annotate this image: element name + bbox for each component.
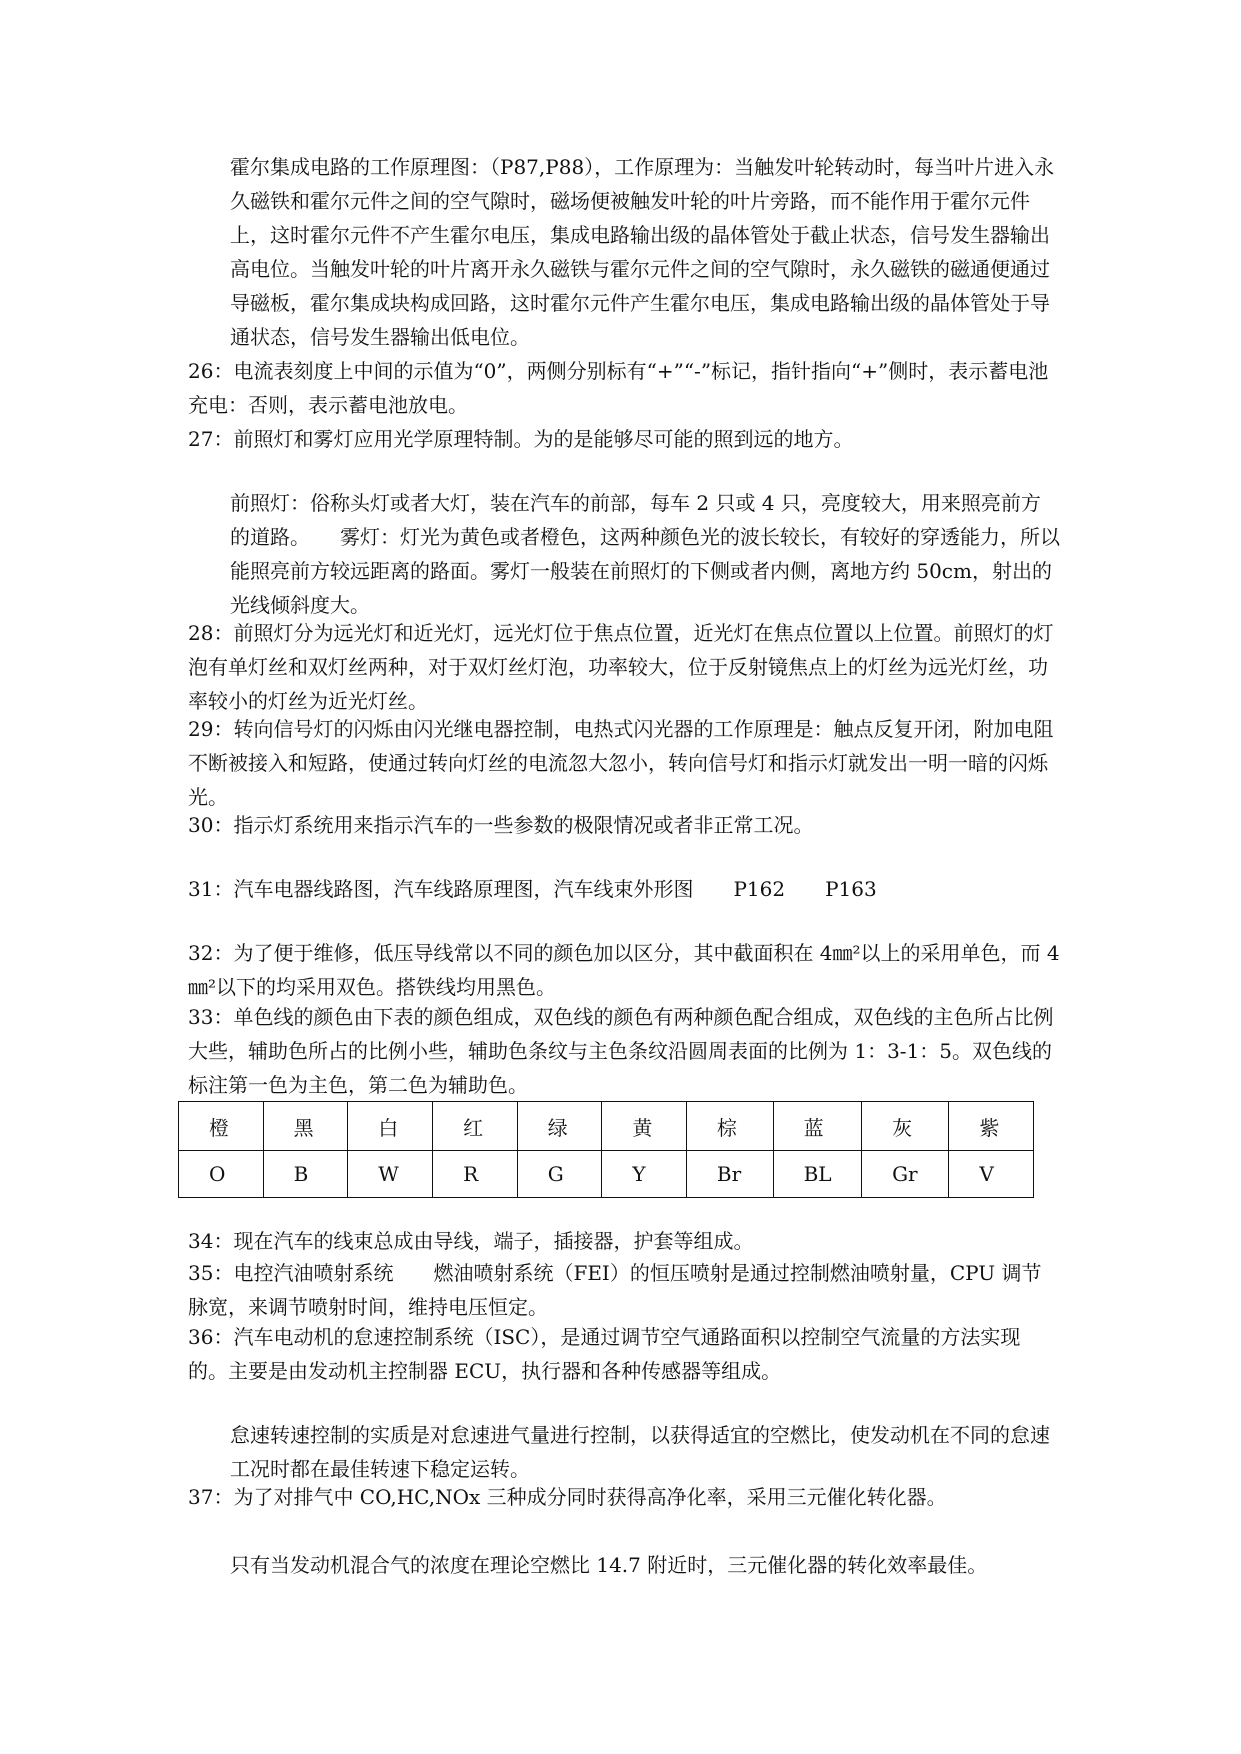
- idle-paragraph: 怠速转速控制的实质是对怠速进气量进行控制，以获得适宜的空燃比，使发动机在不同的怠速工况时都在最佳转速下稳定运转。: [230, 1423, 1050, 1481]
- item-30: [188, 808, 1060, 842]
- item-33: [188, 1000, 1060, 1102]
- table-cell: 红: [433, 1102, 518, 1151]
- table-cell: 绿: [517, 1102, 602, 1151]
- item-number: 28：: [188, 621, 234, 645]
- table-cell: O: [179, 1151, 264, 1198]
- table-cell: 蓝: [773, 1102, 861, 1151]
- item-text: 为了便于维修，低压导线常以不同的颜色加以区分，其中截面积在 4㎜²以上的采用单色，而 4㎜²以下的均采用双色。搭铁线均用黑色。: [188, 941, 1060, 999]
- catalyst-paragraph: 只有当发动机混合气的浓度在理论空燃比 14.7 附近时，三元催化器的转化效率最佳。: [230, 1553, 988, 1577]
- table-cell: Br: [686, 1151, 773, 1198]
- color-name-row: [179, 1102, 1034, 1151]
- item-32: [188, 936, 1060, 1004]
- item-text: 前照灯和雾灯应用光学原理特制。为的是能够尽可能的照到远的地方。: [233, 427, 854, 451]
- item-31: [188, 872, 1060, 906]
- table-cell: BL: [773, 1151, 861, 1198]
- item-number: 33：: [188, 1005, 234, 1029]
- table-cell: V: [949, 1151, 1034, 1198]
- table-cell: 灰: [862, 1102, 949, 1151]
- item-text: 指示灯系统用来指示汽车的一些参数的极限情况或者非正常工况。: [233, 813, 814, 837]
- hall-paragraph: 霍尔集成电路的工作原理图：（P87,P88），工作原理为：当触发叶轮转动时，每当叶片进入永久磁铁和霍尔元件之间的空气隙时，磁场便被触发叶轮的叶片旁路，而不能作用于霍尔元件上，这时霍尔元件不产生霍尔电压，集成电路输出级的晶体管处于截止状态，信号发生器输出高电位。当触发叶轮的叶片离开永久磁铁与霍尔元件之间的空气隙时，永久磁铁的磁通便通过导磁板，霍尔集成块构成回路，这时霍尔元件产生霍尔电压，集成电路输出级的晶体管处于导通状态，信号发生器输出低电位。: [230, 155, 1055, 349]
- item-text: 电控汽油喷射系统 燃油喷射系统（FEI）的恒压喷射是通过控制燃油喷射量，CPU 调节脉宽，来调节喷射时间，维持电压恒定。: [188, 1261, 1042, 1319]
- item-number: 30：: [188, 813, 234, 837]
- item-number: 31：: [188, 877, 234, 901]
- item-number: 27：: [188, 427, 234, 451]
- table-cell: G: [517, 1151, 602, 1198]
- item-number: 26：: [188, 359, 234, 383]
- item-36: [188, 1320, 1060, 1388]
- table-cell: 白: [348, 1102, 433, 1151]
- table-cell: W: [348, 1151, 433, 1198]
- table-cell: Gr: [862, 1151, 949, 1198]
- item-text: 单色线的颜色由下表的颜色组成，双色线的颜色有两种颜色配合组成，双色线的主色所占比例大些，辅助色所占的比例小些，辅助色条纹与主色条纹沿圆周表面的比例为 1：3-1：5。双色线的标注第一色为主色，第二色为辅助色。: [188, 1005, 1054, 1097]
- item-text: 现在汽车的线束总成由导线，端子，插接器，护套等组成。: [233, 1229, 754, 1253]
- table-cell: 黑: [263, 1102, 348, 1151]
- table-cell: 黄: [602, 1102, 687, 1151]
- item-35: [188, 1256, 1060, 1324]
- item-text: 为了对排气中 CO,HC,NOx 三种成分同时获得高净化率，采用三元催化转化器。: [233, 1485, 947, 1509]
- headlight-paragraph: 前照灯：俗称头灯或者大灯，装在汽车的前部，每车 2 只或 4 只，亮度较大，用来照亮前方的道路。 雾灯：灯光为黄色或者橙色，这两种颜色光的波长较长，有较好的穿透能力，所以能照亮前方较远距离的路面。雾灯一般装在前照灯的下侧或者内侧，离地方约 50cm，射出的光线倾斜度大。: [230, 491, 1060, 617]
- item-27: [188, 422, 1060, 456]
- item-text: 前照灯分为远光灯和近光灯，远光灯位于焦点位置，近光灯在焦点位置以上位置。前照灯的灯泡有单灯丝和双灯丝两种，对于双灯丝灯泡，功率较大，位于反射镜焦点上的灯丝为远光灯丝，功率较小的灯丝为近光灯丝。: [188, 621, 1054, 713]
- table-cell: B: [263, 1151, 348, 1198]
- item-28: [188, 616, 1060, 718]
- item-37: [188, 1480, 1060, 1514]
- table-cell: 紫: [949, 1102, 1034, 1151]
- item-number: 37：: [188, 1485, 234, 1509]
- item-number: 29：: [188, 717, 234, 741]
- item-text: 转向信号灯的闪烁由闪光继电器控制，电热式闪光器的工作原理是：触点反复开闭，附加电阻不断被接入和短路，使通过转向灯丝的电流忽大忽小，转向信号灯和指示灯就发出一明一暗的闪烁光。: [188, 717, 1054, 809]
- item-29: [188, 712, 1060, 814]
- table-cell: Y: [602, 1151, 687, 1198]
- wire-color-table: [178, 1101, 1034, 1198]
- item-text: 电流表刻度上中间的示值为“0”，两侧分别标有“+”“-”标记，指针指向“+”侧时，表示蓄电池充电：否则，表示蓄电池放电。: [188, 359, 1049, 417]
- table-cell: R: [433, 1151, 518, 1198]
- item-number: 32：: [188, 941, 234, 965]
- item-text: 汽车电动机的怠速控制系统（ISC），是通过调节空气通路面积以控制空气流量的方法实现的。主要是由发动机主控制器 ECU，执行器和各种传感器等组成。: [188, 1325, 1021, 1383]
- item-number: 34：: [188, 1229, 234, 1253]
- table-cell: 橙: [179, 1102, 264, 1151]
- table-cell: 棕: [686, 1102, 773, 1151]
- item-34: [188, 1224, 1060, 1258]
- item-text: 汽车电器线路图，汽车线路原理图，汽车线束外形图 P162 P163: [233, 877, 877, 901]
- color-code-row: [179, 1151, 1034, 1198]
- item-26: [188, 354, 1060, 422]
- item-number: 36：: [188, 1325, 234, 1349]
- item-number: 35：: [188, 1261, 234, 1285]
